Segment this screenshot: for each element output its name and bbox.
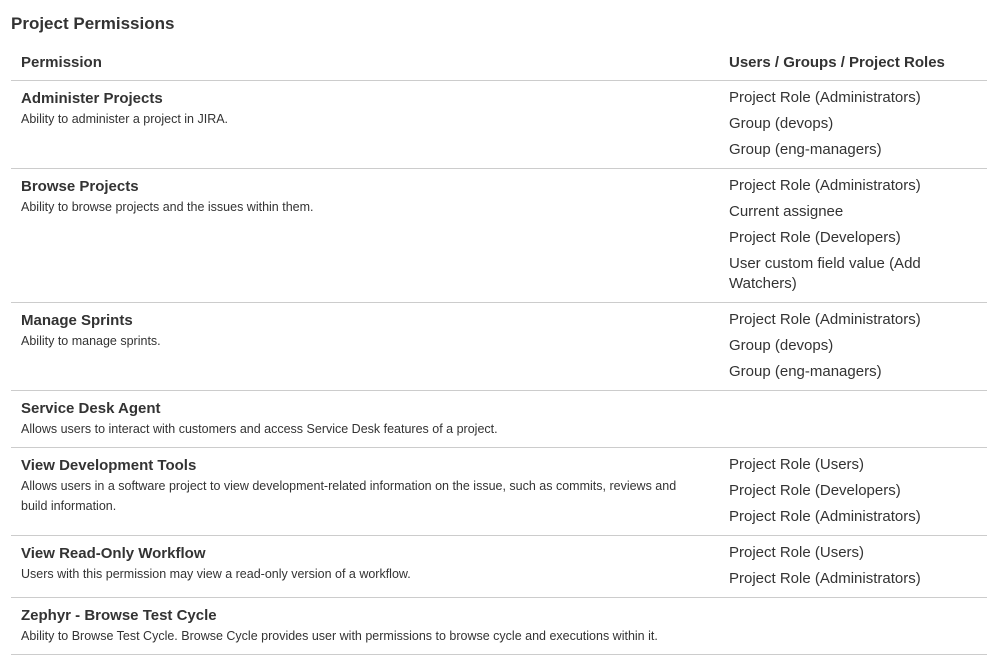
permission-holder: Group (devops)	[729, 337, 834, 354]
permission-cell	[11, 536, 719, 597]
permission-description: Ability to Browse Test Cycle. Browse Cycle provides user with permissions to browse cycle and executions within it.	[21, 629, 658, 643]
permission-description: Ability to manage sprints.	[21, 334, 161, 348]
permission-holder: Project Role (Developers)	[729, 229, 901, 246]
holders-cell	[719, 391, 987, 447]
permission-cell	[11, 391, 719, 447]
permission-description: Ability to administer a project in JIRA.	[21, 112, 229, 126]
header-holders: Users / Groups / Project Roles	[729, 54, 945, 71]
permission-holder: Group (devops)	[729, 115, 834, 132]
holders-cell	[719, 536, 987, 597]
table-row	[11, 391, 987, 448]
permission-holder: Project Role (Users)	[729, 544, 865, 561]
holders-cell	[719, 448, 987, 535]
permission-holder: Project Role (Users)	[729, 456, 865, 473]
permission-cell	[11, 598, 719, 654]
permission-holder: Group (eng-managers)	[729, 141, 882, 158]
permission-holder: Project Role (Administrators)	[729, 570, 921, 587]
permission-holder: Project Role (Administrators)	[729, 311, 921, 328]
table-header	[11, 46, 987, 81]
permission-description: Allows users to interact with customers and access Service Desk features of a project.	[21, 422, 498, 436]
permission-name: Administer Projects	[21, 90, 163, 107]
table-row	[11, 169, 987, 303]
table-row	[11, 303, 987, 391]
permission-holder: User custom field value (Add Watchers)	[729, 255, 921, 292]
permission-holder: Project Role (Administrators)	[729, 177, 921, 194]
holders-cell	[719, 169, 987, 302]
permission-holder: Project Role (Administrators)	[729, 508, 921, 525]
permission-name: Browse Projects	[21, 178, 139, 195]
page-title: Project Permissions	[11, 14, 175, 33]
permission-description: Ability to browse projects and the issues within them.	[21, 200, 314, 214]
permission-holder: Project Role (Administrators)	[729, 89, 921, 106]
permission-name: Manage Sprints	[21, 312, 133, 329]
holders-cell	[719, 598, 987, 654]
permissions-table	[11, 46, 987, 655]
holders-cell	[719, 303, 987, 390]
permission-holder: Project Role (Developers)	[729, 482, 901, 499]
header-permission: Permission	[21, 54, 102, 71]
permission-name: View Development Tools	[21, 457, 197, 474]
table-body	[11, 81, 987, 655]
permission-cell	[11, 81, 719, 168]
table-row	[11, 448, 987, 536]
permission-description: Allows users in a software project to view development-related information on the issue, such as commits, reviews and build information.	[21, 479, 677, 513]
permission-cell	[11, 448, 719, 535]
permission-name: View Read-Only Workflow	[21, 545, 206, 562]
table-row	[11, 598, 987, 655]
table-row	[11, 536, 987, 598]
permission-name: Zephyr - Browse Test Cycle	[21, 607, 217, 624]
permission-cell	[11, 169, 719, 302]
permission-name: Service Desk Agent	[21, 400, 161, 417]
permission-holder: Current assignee	[729, 203, 844, 220]
permission-holder: Group (eng-managers)	[729, 363, 882, 380]
permission-cell	[11, 303, 719, 390]
permission-description: Users with this permission may view a read-only version of a workflow.	[21, 567, 411, 581]
holders-cell	[719, 81, 987, 168]
table-row	[11, 81, 987, 169]
